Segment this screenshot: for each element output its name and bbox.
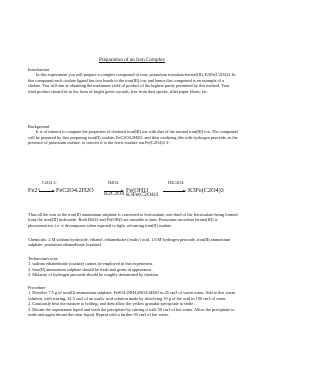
scheme-final: K3Fe(C2O4)3 <box>188 187 224 194</box>
technicians-note-heading: Technician's note <box>28 256 58 261</box>
introduction-section <box>28 67 238 94</box>
background-text-2: Thus all the iron in the iron(II) ammonium sulphate is converted to ferrioxalate, one third of the ferrioxalate being formed from the iron(III) hydroxide. Both H2O2 and Fe(OH)3 are unstable to heat. Potassium trioxalato ferrate(III) is photosensitive, i.e. it decomposes when exposed to light, reforming iron(II) oxalate. <box>28 212 238 228</box>
technicians-note-list <box>28 261 238 277</box>
scheme-intermediate-bottom: K3Fe(C2O4)3 <box>126 192 159 198</box>
background-text: It is of interest to compare the properties of chelated iron(III) ion with that of the normal iron(III) ion. The compound will be prepared by first preparing iron(II) oxalate, FeC2O4.2H2O, and then oxidizing this with hydrogen peroxide, in the presence of potassium oxalate, to convert it to the ferric-oxalate ion Fe(C2O4)3 3-. <box>28 129 238 146</box>
procedure-section <box>28 285 238 317</box>
procedure-list <box>28 290 238 317</box>
scheme-start: Fe2+ <box>28 187 41 194</box>
chemicals-text: Chemicals: 2 M sodium hydroxide, ethanol, ethanedioate (oxalic) acid, 1.8 M hydrogen peroxide, iron(II) ammonium sulphate, potassium ethanedioate (oxalate). <box>28 237 231 248</box>
background-continued <box>28 212 238 228</box>
background-section <box>28 124 238 146</box>
scheme-reagent-2-bottom: K2C2O4 <box>104 191 125 197</box>
chemicals-section <box>28 237 238 248</box>
introduction-text: In this experiment you will prepare a complex compound of iron; potassium trioxalatoferrate(III), K3Fe(C2O4)3. In this compound each oxalate ligand has two bonds to the iron(III) ion, and hence this compound is an example of a chelate. You will aim at obtaining the maximum yield of product of the highest purity permitted by this method. Your final product should be in the form of bright green crystals, free from dust specks, filter paper fibres, etc. <box>28 72 236 94</box>
list-item: 3. Molarity of hydrogen peroxide should be roughly determined by titration. <box>28 272 160 278</box>
introduction-heading: Introduction <box>28 67 50 72</box>
procedure-heading: Procedure <box>28 285 46 290</box>
list-item: 1. Dissolve 7.5 g of iron(II) ammonium sulphate, FeSO4.(NH4)2SO4.6H2O in 25 cm3 of warm water. Add to this warm solution, with stirring, 32.5 cm3 of an oxalic acid solution made by dissolving 10 g of the acid in 100 cm3 of water. <box>28 290 236 301</box>
scheme-product-1: FeC2O4.2H2O <box>56 187 94 194</box>
list-item: 3. Decant the supernatant liquid and wash the precipitate by stirring it with 50 cm3 of hot water. Allow the precipitate to settle and again decant the clear liquid. Repeat with a further 50 cm3 of hot water. <box>28 306 235 318</box>
list-item: 2. Iron(II) ammonium sulphate should be fresh and green in appearance. <box>28 266 153 272</box>
scheme-arrow-1 <box>39 191 54 192</box>
reaction-scheme <box>28 180 238 206</box>
scheme-reagent-1: C2O4 2- <box>42 180 57 185</box>
page-title: Preparation of an Iron Complex <box>99 57 165 63</box>
scheme-arrow-3 <box>163 191 185 192</box>
background-heading: Background <box>28 124 50 129</box>
list-item: 2. Cautiously heat the mixture to boiling, and then allow the yellow granular precipitate to settle. <box>28 301 195 307</box>
technicians-note-section <box>28 256 238 278</box>
scheme-reagent-3: H2C2O4 <box>168 180 184 185</box>
scheme-reagent-2-top: H2O2 <box>108 180 119 185</box>
list-item: 1. sodium ethanedioate (oxalate) cannot be employed in this experiment. <box>28 261 153 267</box>
scheme-intermediate-top: Fe(OH)3 <box>126 187 149 194</box>
